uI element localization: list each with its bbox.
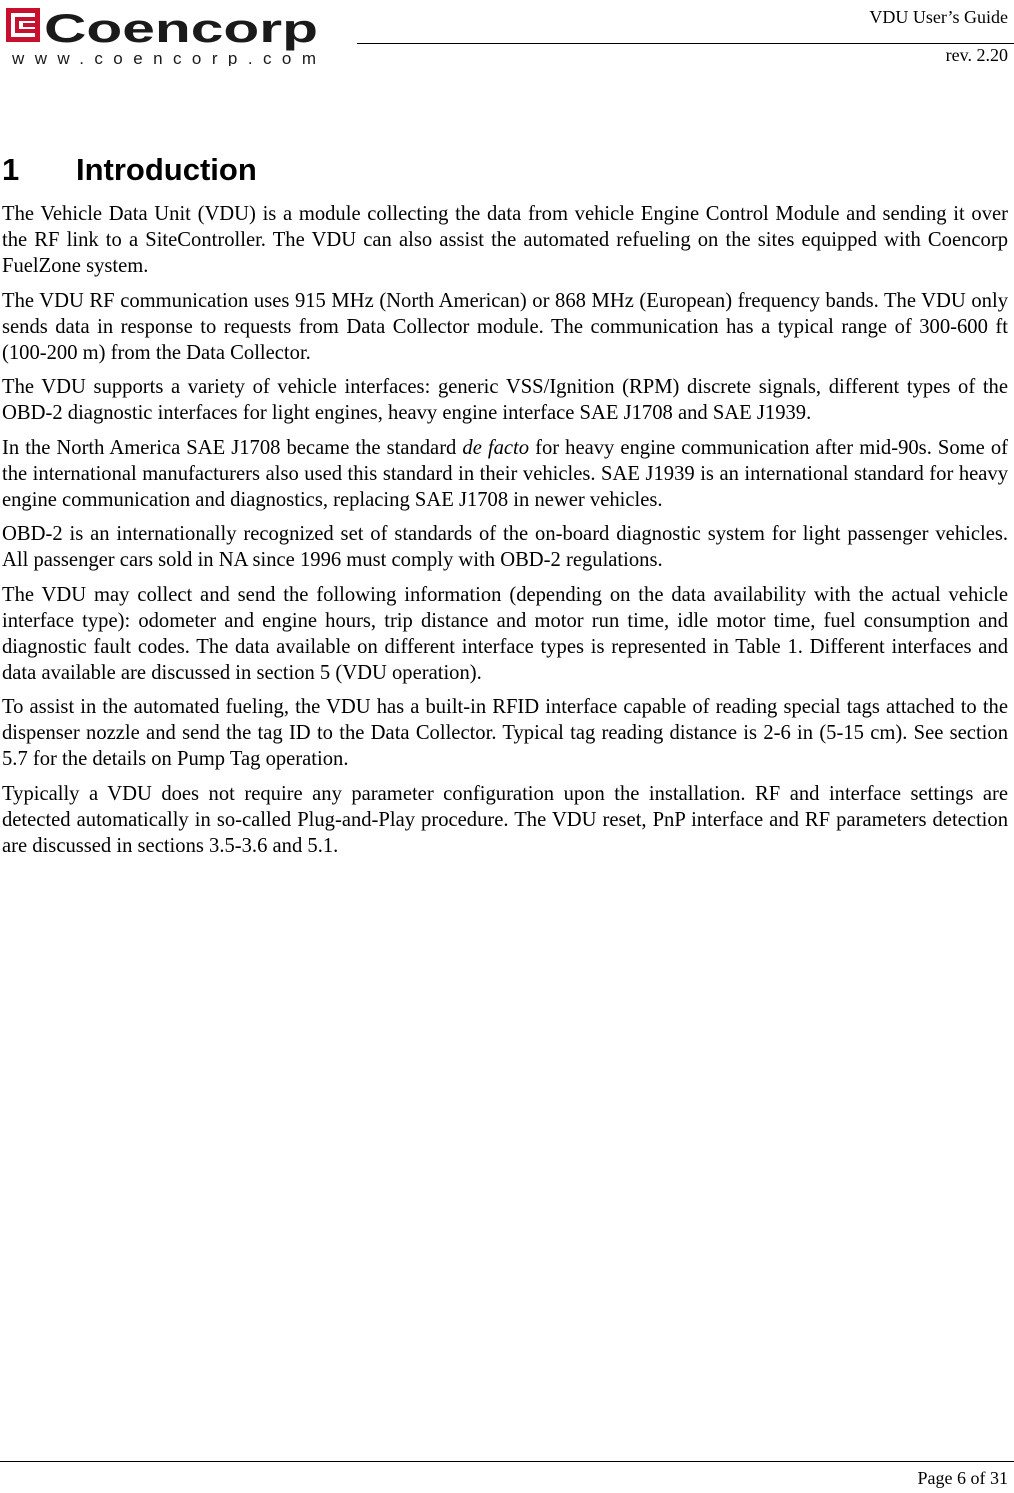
paragraph	[2, 582, 1008, 686]
section-number: 1	[2, 152, 20, 187]
footer-divider	[0, 1461, 1014, 1462]
paragraph-text: Typically a VDU does not require any parameter configuration upon the installation. RF and interface settings are detected automatically in so-called Plug-and-Play procedure. The VDU reset, PnP interface and RF parameters detection are discussed in sections 3.5-3.6 and 5.1.	[2, 782, 1008, 857]
paragraph	[2, 288, 1008, 366]
paragraph-emphasis: de facto	[462, 436, 530, 459]
section-title: Introduction	[76, 152, 257, 187]
paragraph-text: To assist in the automated fueling, the VDU has a built-in RFID interface capable of reading special tags attached to the dispenser nozzle and send the tag ID to the Data Collector. Typical tag reading distance is 2-6 in (5-15 cm). See section 5.7 for the details on Pump Tag operation.	[2, 696, 1008, 770]
logo-mark-icon	[6, 8, 40, 42]
paragraph-text: The VDU may collect and send the following information (depending on the data availability with the actual vehicle interface type): odometer and engine hours, trip distance and motor run time, idle motor time, fuel consumption and diagnostic fault codes. The data available on different interface types is represented in Table 1. Different interfaces and data available are discussed in section 5 (VDU operation).	[2, 583, 1008, 684]
section-heading	[2, 152, 257, 188]
logo-wordmark: Coencorp	[44, 7, 318, 51]
paragraph	[2, 435, 1008, 513]
paragraph	[2, 521, 1008, 573]
paragraph	[2, 374, 1008, 426]
paragraph-text: OBD-2 is an internationally recognized set of standards of the on-board diagnostic system for light passenger vehicles. All passenger cars sold in NA since 1996 must comply with OBD-2 regulations.	[2, 523, 1008, 571]
paragraph	[2, 201, 1008, 279]
header-divider	[357, 43, 1014, 44]
paragraph-text: The VDU RF communication uses 915 MHz (North American) or 868 MHz (European) frequency bands. The VDU only sends data in response to requests from Data Collector module. The communication has a typical range of 300-600 ft (100-200 m) from the Data Collector.	[2, 289, 1008, 364]
paragraph	[2, 694, 1008, 772]
document-title: VDU User’s Guide	[869, 7, 1008, 27]
paragraph	[2, 781, 1008, 859]
paragraph-text: for heavy engine communication after mid-90s. Some of the international manufacturers also used this standard in their vehicles. SAE J1939 is an international standard for heavy engine communication and diagnostics, replacing SAE J1708 in newer vehicles.	[2, 436, 1008, 511]
logo-url: www.coencorp.com	[12, 49, 316, 66]
body-text	[2, 201, 1008, 867]
paragraph-text: The Vehicle Data Unit (VDU) is a module collecting the data from vehicle Engine Control Module and sending it over the RF link to a SiteController. The VDU can also assist the automated refueling on the sites equipped with Coencorp FuelZone system.	[2, 203, 1008, 277]
paragraph-text: The VDU supports a variety of vehicle interfaces: generic VSS/Ignition (RPM) discrete signals, different types of the OBD-2 diagnostic interfaces for light engines, heavy engine interface SAE J1708 and SAE J1939.	[2, 376, 1008, 424]
page-number: Page 6 of 31	[917, 1468, 1008, 1488]
company-logo	[4, 4, 324, 66]
paragraph-text: In the North America SAE J1708 became the standard	[2, 436, 463, 459]
revision-label: rev. 2.20	[945, 45, 1008, 65]
